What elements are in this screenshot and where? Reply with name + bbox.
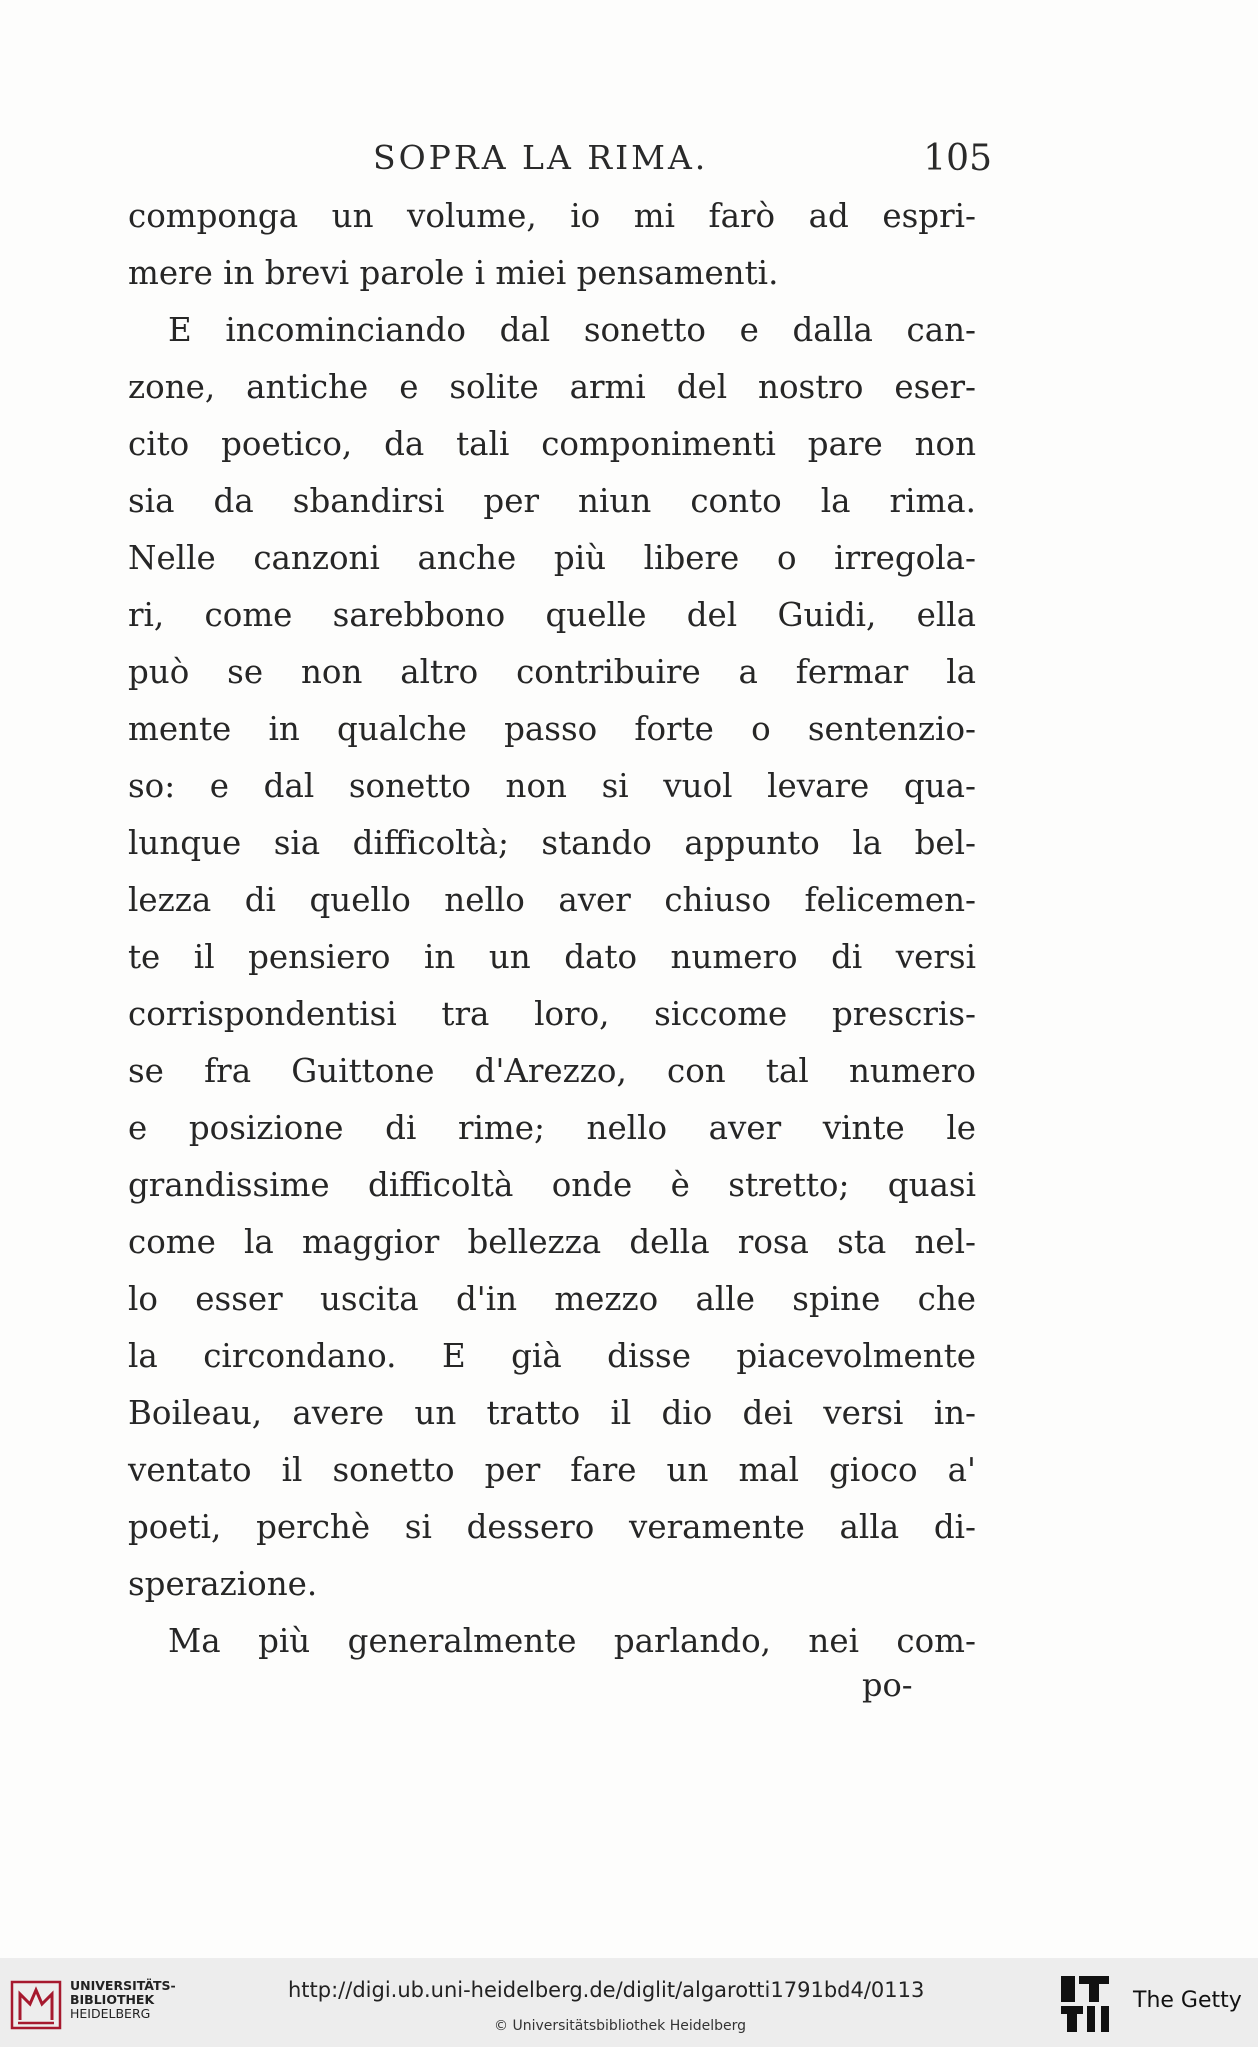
- text-line: se fra Guittone d'Arezzo, con tal numero: [128, 1052, 976, 1090]
- text-line: mente in qualche passo forte o sentenzio-: [128, 710, 976, 748]
- text-line: Boileau, avere un tratto il dio dei versi in-: [128, 1394, 976, 1432]
- text-line: Ma più generalmente parlando, nei com-: [168, 1622, 976, 1660]
- text-line: può se non altro contribuire a fermar la: [128, 653, 976, 691]
- text-line: componga un volume, io mi farò ad espri-: [128, 197, 976, 235]
- running-title: SOPRA LA RIMA.: [373, 138, 709, 177]
- footer-bar: [0, 1958, 1258, 2047]
- text-line: cito poetico, da tali componimenti pare non: [128, 425, 976, 463]
- text-line: lezza di quello nello aver chiuso felicemen-: [128, 881, 976, 919]
- text-line: la circondano. E già disse piacevolmente: [128, 1337, 976, 1375]
- page-number: 105: [923, 138, 992, 179]
- text-line: te il pensiero in un dato numero di versi: [128, 938, 976, 976]
- body-text: [128, 188, 976, 1670]
- text-line: so: e dal sonetto non si vuol levare qua-: [128, 767, 976, 805]
- text-line: zone, antiche e solite armi del nostro eser-: [128, 368, 976, 406]
- partner-name: The Getty: [1133, 1988, 1242, 2013]
- copyright-notice: © Universitätsbibliothek Heidelberg: [494, 2018, 747, 2034]
- text-line: lunque sia difficoltà; stando appunto la bel-: [128, 824, 976, 862]
- text-line: lo esser uscita d'in mezzo alle spine che: [128, 1280, 976, 1318]
- getty-logo-icon: [1059, 1974, 1111, 2034]
- text-line: Nelle canzoni anche più libere o irregola-: [128, 539, 976, 577]
- text-line: sperazione.: [128, 1565, 318, 1603]
- text-line: poeti, perchè si dessero veramente alla di-: [128, 1508, 976, 1546]
- text-line: sia da sbandirsi per niun conto la rima.: [128, 482, 976, 520]
- library-name-line: HEIDELBERG: [70, 2006, 151, 2021]
- library-name-line: BIBLIOTHEK: [70, 1992, 155, 2007]
- text-line: ri, come sarebbono quelle del Guidi, ella: [128, 596, 976, 634]
- text-line: ventato il sonetto per fare un mal gioco a': [128, 1451, 976, 1489]
- document-url-link[interactable]: http://digi.ub.uni-heidelberg.de/diglit/algarotti1791bd4/0113: [288, 1978, 925, 2002]
- text-line: E incominciando dal sonetto e dalla can-: [168, 311, 976, 349]
- text-line: e posizione di rime; nello aver vinte le: [128, 1109, 976, 1147]
- catchword: po-: [862, 1666, 913, 1704]
- library-name: [70, 1979, 176, 2021]
- university-library-logo-icon: [10, 1980, 62, 2030]
- text-line: mere in brevi parole i miei pensamenti.: [128, 254, 779, 292]
- text-line: grandissime difficoltà onde è stretto; quasi: [128, 1166, 976, 1204]
- text-line: come la maggior bellezza della rosa sta nel-: [128, 1223, 976, 1261]
- running-head: [128, 138, 992, 188]
- text-line: corrispondentisi tra loro, siccome prescris-: [128, 995, 976, 1033]
- library-name-line: UNIVERSITÄTS-: [70, 1978, 176, 1993]
